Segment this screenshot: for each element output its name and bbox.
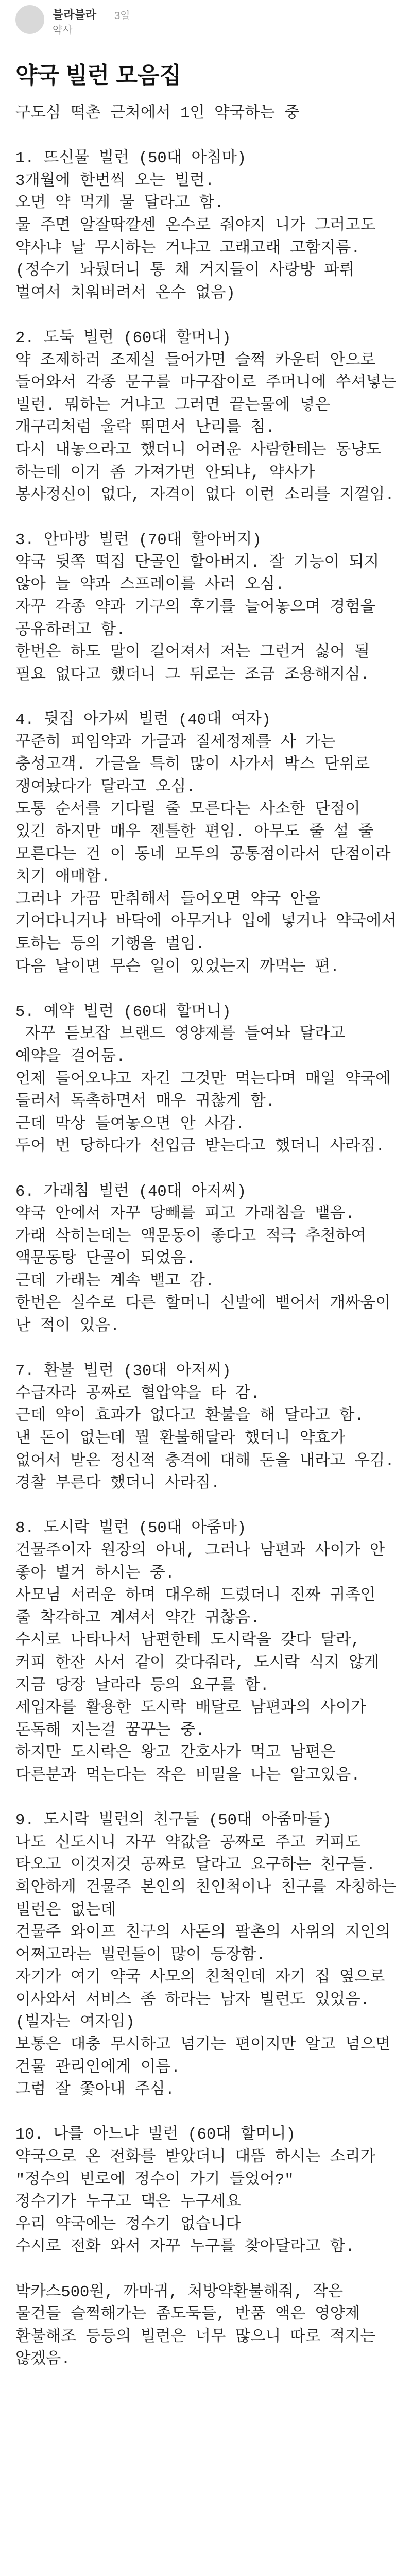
post-time: 3일 xyxy=(114,10,130,22)
post-header xyxy=(0,0,412,36)
author-job: 약사 xyxy=(53,25,73,36)
post-title: 약국 빌런 모음집 xyxy=(15,63,181,88)
author-avatar[interactable] xyxy=(15,5,44,34)
author-name[interactable]: 블라블라 xyxy=(53,8,97,21)
post-body: 구도심 떡촌 근처에서 1인 약국하는 중 1. 뜨신물 빌런 (50대 아침마) 3개월에 한번씩 오는 빌런. 오면 약 먹게 물 달라고 함. 물 주면 알잘딱깔센 온수로 줘야지 니가 그러고도 약사냐 날 무시하는 거냐고 고래고래 고함지름. (정수기 놔뒀더니 통 채 거지들이 사랑방 파뤼 벌여서 치워버려서 온수 없음) 2. 도둑 빌런 (60대 할머니) 약 조제하러 조제실 들어가면 슬쩍 카운터 안으로 들어와서 각종 문구를 마구잡이로 주머니에 쑤셔넣는 빌런. 뭐하는 거냐고 그러면 끝는물에 넣은 개구리처럼 울락 뛰면서 난리를 침. 다시 내놓으라고 했더니 어려운 사람한테는 동냥도 하는데 이거 좀 가져가면 안되냐, 약사가 봉사정신이 없다, 자격이 없다 이런 소리를 지껄임. 3. 안마방 빌런 (70대 할아버지) 약국 뒷쪽 떡집 단골인 할아버지. 잘 기능이 되지 않아 늘 약과 스프레이를 사러 오심. 자꾸 각종 약과 기구의 후기를 늘어놓으며 경험을 공유하려고 함. 한번은 하도 말이 길어져서 저는 그런거 싫어 될 필요 없다고 했더니 그 뒤로는 조금 조용해지심. 4. 뒷집 아가씨 빌런 (40대 여자) 꾸준히 피임약과 가글과 질세정제를 사 가는 충성고객. 가글을 특히 많이 사가서 박스 단위로 쟁여놨다가 달라고 오심. 도통 순서를 기다릴 줄 모른다는 사소한 단점이 있긴 하지만 매우 젠틀한 편임. 아무도 줄 설 줄 모른다는 건 이 동네 모두의 공통점이라서 단점이라 치기 애매함. 그러나 가끔 만취해서 들어오면 약국 안을 기어다니거나 바닥에 아무거나 입에 넣거나 약국에서 토하는 등의 기행을 벌임. 다음 날이면 무슨 일이 있었는지 까먹는 편. 5. 예약 빌런 (60대 할머니) 자꾸 듣보잡 브랜드 영양제를 들여놔 달라고 예약을 걸어둠. 언제 들어오냐고 자긴 그것만 먹는다며 매일 약국에 들러서 독촉하면서 매우 귀찮게 함. 근데 막상 들여놓으면 안 사감. 두어 번 당하다가 선입금 받는다고 했더니 사라짐. 6. 가래침 빌런 (40대 아저씨) 약국 안에서 자꾸 당빼를 피고 가래침을 뱉음. 가래 삭히는데는 액문동이 좋다고 적극 추천하여 액문동탕 단골이 되었음. 근데 가래는 계속 뱉고 감. 한번은 실수로 다른 할머니 신발에 뱉어서 개싸움이 난 적이 있음. 7. 환불 빌런 (30대 아저씨) 수급자라 공짜로 혈압약을 타 감. 근데 약이 효과가 없다고 환불을 해 달라고 함. 낸 돈이 없는데 뭘 환불해달라 했더니 약효가 없어서 받은 정신적 충격에 대해 돈을 내라고 우김. 경찰 부른다 했더니 사라짐. 8. 도시락 빌런 (50대 아줌마) 건물주이자 원장의 아내, 그러나 남편과 사이가 안 좋아 별거 하시는 중. 사모님 서러운 하며 대우해 드렸더니 진짜 귀족인 줄 착각하고 계셔서 약간 귀찮음. 수시로 나타나서 남편한테 도시락을 갖다 달라, 커피 한잔 사서 같이 갖다줘라, 도시락 식지 않게 지금 당장 날라라 등의 요구를 함. 세입자를 활용한 도시락 배달로 남편과의 사이가 돈독해 지는걸 꿈꾸는 중. 하지만 도시락은 왕고 간호사가 먹고 남편은 다른분과 먹는다는 작은 비밀을 나는 알고있음. 9. 도시락 빌런의 친구들 (50대 아줌마들) 나도 신도시니 자꾸 약값을 공짜로 주고 커피도 타오고 이것저것 공짜로 달라고 요구하는 친구들. 희안하게 건물주 본인의 친인척이나 친구를 자칭하는 빌런은 없는데 건물주 와이프 친구의 사돈의 팔촌의 사위의 지인의 어쩌고라는 빌런들이 많이 등장함. 자기가 여기 약국 사모의 친척인데 자기 집 옆으로 이사와서 서비스 좀 하라는 남자 빌런도 있었음. (빌자는 여자임) 보통은 대충 무시하고 넘기는 편이지만 알고 넘으면 건물 관리인에게 이름. 그럼 잘 쫓아내 주심. 10. 나를 아느냐 빌런 (60대 할머니) 약국으로 온 전화를 받았더니 대뜸 하시는 소리가 "정수의 빈로에 정수이 가기 들었어?" 정수기가 누구고 댁은 누구세요 우리 약국에는 정수기 없습니다 수시로 전화 와서 자꾸 누구를 찾아달라고 함. 박카스500원, 까마귀, 처방약환불해줘, 작은 물건들 슬쩍해가는 좀도둑들, 반품 액은 영양제 환불해조 등등의 빌런은 너무 많으니 따로 적지는 않겠음. xyxy=(15,105,397,2369)
